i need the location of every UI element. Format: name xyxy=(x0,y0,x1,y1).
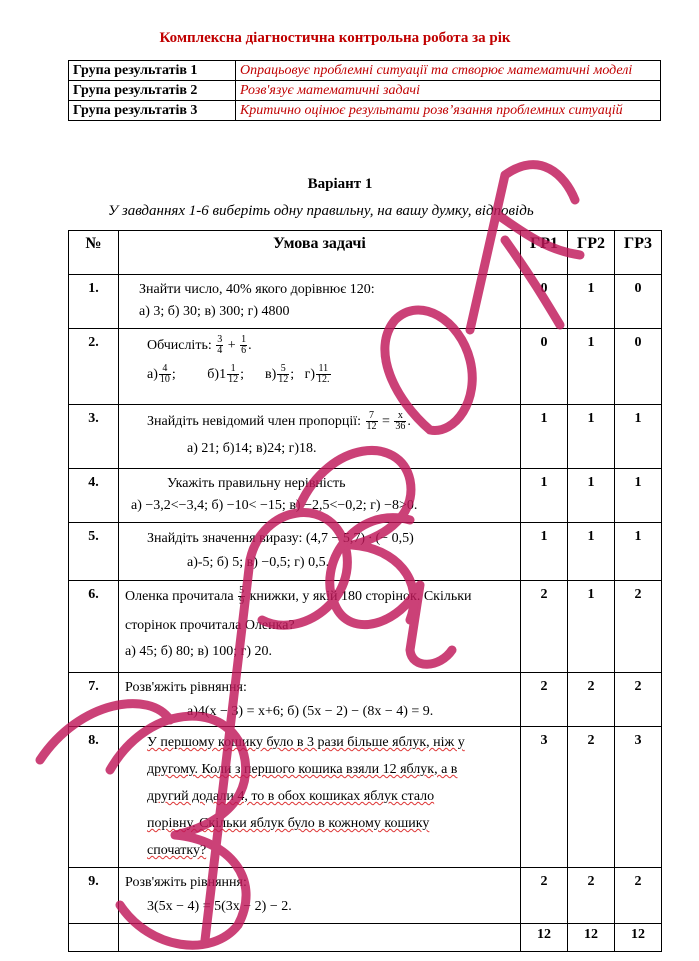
numerator: 1 xyxy=(241,334,247,346)
denominator: 6 xyxy=(241,345,247,357)
task-condition xyxy=(119,673,521,727)
numerator: x xyxy=(394,411,406,422)
fraction xyxy=(227,364,239,385)
fraction xyxy=(216,335,223,356)
score-gr3: 0 xyxy=(615,329,662,405)
score-gr1: 2 xyxy=(521,581,568,673)
group-name: Група результатів 1 xyxy=(69,61,236,81)
numerator: 4 xyxy=(159,364,171,375)
result-groups-table xyxy=(68,60,661,121)
score-gr2: 1 xyxy=(568,405,615,469)
score-gr3: 2 xyxy=(615,581,662,673)
task-options: а) 21; б)14; в)24; г)18. xyxy=(187,441,317,456)
totals-empty xyxy=(119,924,521,952)
task-text: Знайти число, 40% якого дорівнює 120: xyxy=(139,282,375,297)
document-title: Комплексна діагностична контрольна робота за рік xyxy=(159,30,511,46)
task-condition xyxy=(119,727,521,868)
group-row xyxy=(69,101,661,121)
task-text: порівну. Скільки яблук було в кожному кошику xyxy=(147,816,430,831)
task-row xyxy=(69,275,662,329)
denominator: 9 xyxy=(239,596,245,608)
score-gr1: 1 xyxy=(521,523,568,581)
task-number: 2. xyxy=(69,329,119,405)
score-gr1: 3 xyxy=(521,727,568,868)
total-gr1: 12 xyxy=(521,924,568,952)
variant-heading: Варіант 1 xyxy=(307,176,373,192)
task-number: 9. xyxy=(69,868,119,924)
task-row xyxy=(69,673,662,727)
task-condition xyxy=(119,523,521,581)
task-text: Укажіть правильну нерівність xyxy=(167,476,346,491)
task-row xyxy=(69,727,662,868)
task-row xyxy=(69,581,662,673)
task-condition xyxy=(119,405,521,469)
score-gr2: 1 xyxy=(568,581,615,673)
task-condition xyxy=(119,329,521,405)
task-condition xyxy=(119,581,521,673)
score-gr1: 0 xyxy=(521,329,568,405)
group-name: Група результатів 2 xyxy=(69,81,236,101)
instruction-text: У завданнях 1-6 виберіть одну правильну, на вашу думку, відповідь xyxy=(108,203,534,219)
header-row xyxy=(69,231,662,275)
numerator: 1 xyxy=(227,364,239,375)
task-text: спочатку? xyxy=(147,843,207,858)
numerator: 3 xyxy=(217,334,223,346)
task-condition xyxy=(119,868,521,924)
denominator: 12 xyxy=(278,374,289,386)
task-row xyxy=(69,405,662,469)
numerator: 11 xyxy=(316,364,331,375)
score-gr2: 2 xyxy=(568,868,615,924)
task-options: а) −3,2<−3,4; б) −10< −15; в) −2,5<−0,2; г) −8>0. xyxy=(131,498,418,513)
tasks-table xyxy=(68,230,662,952)
task-number: 7. xyxy=(69,673,119,727)
task-text-part: книжки, у якій 180 сторінок. Скільки xyxy=(249,589,472,604)
task-text: сторінок прочитала Оленка? xyxy=(125,618,295,633)
fraction xyxy=(316,364,331,385)
option-b-label: б)1 xyxy=(207,367,227,382)
score-gr3: 1 xyxy=(615,523,662,581)
task-text: Знайдіть значення виразу: (4,7 − 5,7) ∙ (− 0,5) xyxy=(147,531,414,546)
score-gr2: 2 xyxy=(568,673,615,727)
task-number: 5. xyxy=(69,523,119,581)
task-row xyxy=(69,469,662,523)
fraction xyxy=(159,364,171,385)
option-a-label: а) xyxy=(147,367,158,382)
task-number: 1. xyxy=(69,275,119,329)
header-number: № xyxy=(69,231,119,275)
score-gr2: 1 xyxy=(568,275,615,329)
score-gr2: 1 xyxy=(568,469,615,523)
score-gr3: 1 xyxy=(615,469,662,523)
task-text: другому. Коли з першого кошика взяли 12 яблук, а в xyxy=(147,762,458,777)
task-number: 3. xyxy=(69,405,119,469)
score-gr2: 2 xyxy=(568,727,615,868)
task-options: 3(5x − 4) = 5(3x − 2) − 2. xyxy=(147,899,292,914)
task-row xyxy=(69,868,662,924)
task-text-part: Оленка прочитала xyxy=(125,589,234,604)
score-gr3: 0 xyxy=(615,275,662,329)
task-text: Знайдіть невідомий член пропорції: $\frac{7}{12}$ = $\frac{x}{36}$ . xyxy=(147,410,411,433)
denominator: 10 xyxy=(159,374,170,386)
task-text: У першому кошику було в 3 рази більше яблук, ніж у xyxy=(147,735,465,750)
numerator: 5 xyxy=(277,364,289,375)
numerator: 5 xyxy=(239,585,245,597)
task-text xyxy=(119,583,520,611)
task-options: а) $\frac{4}{10}$ ; б)1 $\frac{1}{12}$ ; в) $\frac{5}{12}$ ; г) $\frac{11}{12.}$ xyxy=(147,363,330,386)
denominator: 4 xyxy=(217,345,223,357)
task-number: 4. xyxy=(69,469,119,523)
task-number: 8. xyxy=(69,727,119,868)
group-row xyxy=(69,61,661,81)
task-options: а)-5; б) 5; в) −0,5; г) 0,5. xyxy=(187,555,330,570)
header-gr3: ГР3 xyxy=(615,231,662,275)
task-number: 6. xyxy=(69,581,119,673)
score-gr1: 0 xyxy=(521,275,568,329)
fraction xyxy=(394,411,406,432)
score-gr1: 1 xyxy=(521,405,568,469)
group-description: Критично оцінює результати розв’язання проблемних ситуацій xyxy=(236,101,661,121)
header-gr1: ГР1 xyxy=(521,231,568,275)
score-gr1: 2 xyxy=(521,673,568,727)
task-options: а) 3; б) 30; в) 300; г) 4800 xyxy=(139,304,290,319)
denominator: 12 xyxy=(366,421,377,433)
task-condition xyxy=(119,275,521,329)
option-c-label: в) xyxy=(264,367,277,382)
score-gr3: 2 xyxy=(615,673,662,727)
task-row xyxy=(69,523,662,581)
fraction xyxy=(366,411,378,432)
totals-row xyxy=(69,924,662,952)
totals-empty xyxy=(69,924,119,952)
group-row xyxy=(69,81,661,101)
fraction xyxy=(277,364,289,385)
score-gr3: 2 xyxy=(615,868,662,924)
option-d-label: г) xyxy=(304,367,316,382)
denominator: 36 xyxy=(395,421,406,433)
task-text: Розв'яжіть рівняння: xyxy=(125,680,247,695)
denominator: 12. xyxy=(317,374,330,386)
score-gr2: 1 xyxy=(568,523,615,581)
header-condition: Умова задачі xyxy=(119,231,521,275)
task-label: Знайдіть невідомий член пропорції: xyxy=(147,414,362,429)
group-description: Опрацьовує проблемні ситуації та створює математичні моделі xyxy=(236,61,661,81)
task-condition xyxy=(119,469,521,523)
fraction xyxy=(238,586,245,607)
score-gr3: 1 xyxy=(615,405,662,469)
task-text: другий додали 4, то в обох кошиках яблук стало xyxy=(147,789,435,804)
header-gr2: ГР2 xyxy=(568,231,615,275)
score-gr1: 1 xyxy=(521,469,568,523)
total-gr3: 12 xyxy=(615,924,662,952)
task-label: Обчисліть: xyxy=(147,338,212,353)
task-options: а) 45; б) 80; в) 100; г) 20. xyxy=(125,644,273,659)
group-description: Розв'язує математичні задачі xyxy=(236,81,661,101)
task-text: Обчисліть: $\frac{3}{4}$ + $\frac{1}{6}$ . xyxy=(147,334,252,357)
numerator: 7 xyxy=(366,411,378,422)
score-gr3: 3 xyxy=(615,727,662,868)
score-gr2: 1 xyxy=(568,329,615,405)
denominator: 12 xyxy=(228,374,239,386)
total-gr2: 12 xyxy=(568,924,615,952)
task-text: Розв'яжіть рівняння: xyxy=(125,875,247,890)
task-row xyxy=(69,329,662,405)
task-options: а)4(x − 3) = x+6; б) (5x − 2) − (8x − 4) = 9. xyxy=(187,704,434,719)
group-name: Група результатів 3 xyxy=(69,101,236,121)
fraction xyxy=(240,335,247,356)
score-gr1: 2 xyxy=(521,868,568,924)
